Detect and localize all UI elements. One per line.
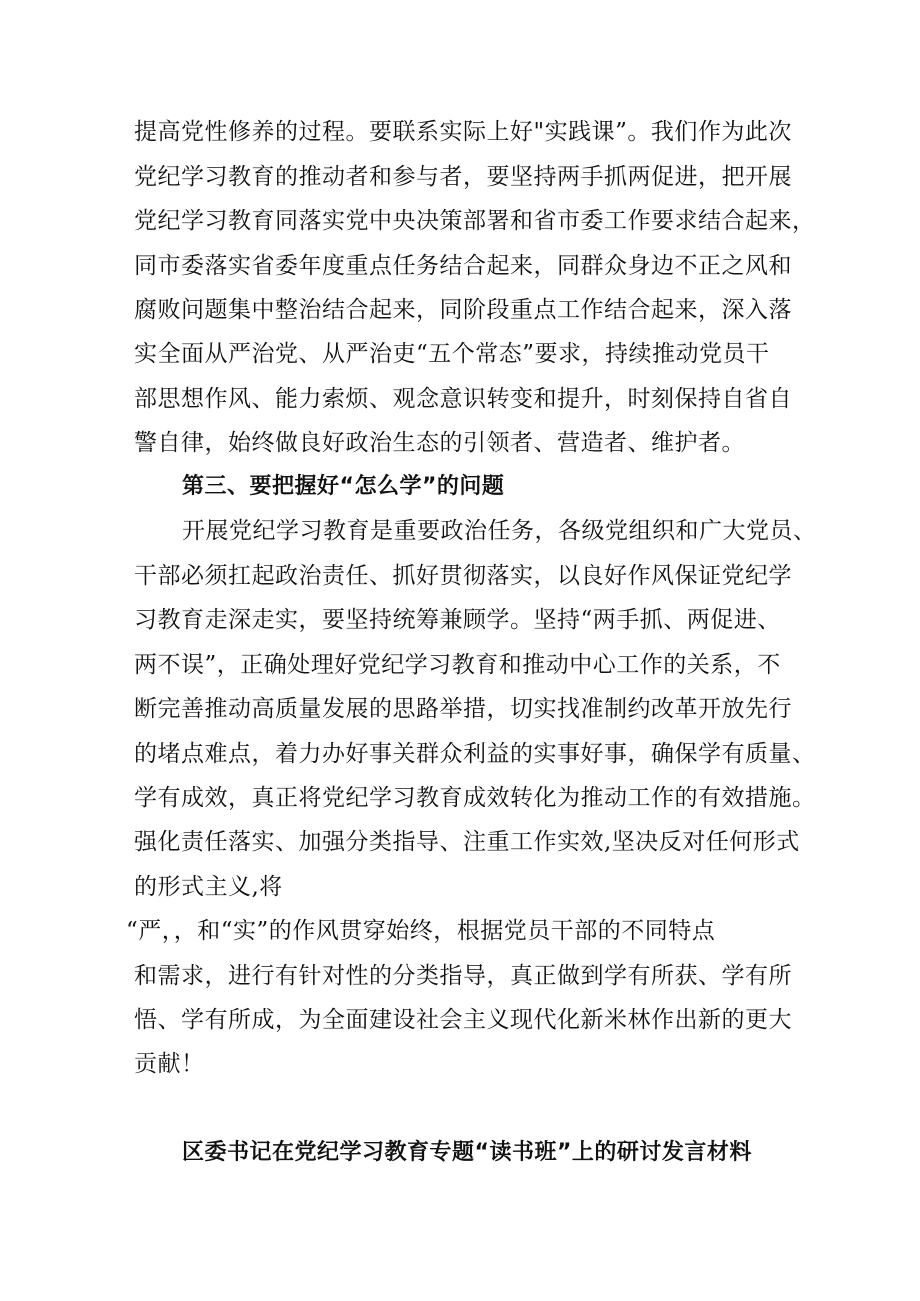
body-line-19: “严，，和“实”的作风贯穿始终，根据党员干部的不同特点	[126, 918, 716, 944]
body-line-14: 断完善推动高质量发展的思路举措，切实找准制约改革开放先行	[134, 696, 792, 722]
body-line-12: 习教育走深走实，要坚持统筹兼顾学。坚持“两手抓、两促进、	[134, 607, 781, 633]
body-line-2: 党纪学习教育的推动者和参与者，要坚持两手抓两促进，把开展	[134, 164, 792, 190]
body-line-15: 的堵点难点，着力办好事关群众利益的实事好事，确保学有质量、	[134, 741, 816, 767]
body-line-8: 警自律，始终做良好政治生态的引领者、营造者、维护者。	[134, 430, 745, 456]
body-line-17: 强化责任落实、加强分类指导、注重工作实效,坚决反对任何形式	[134, 829, 800, 855]
body-line-3: 党纪学习教育同落实党中央决策部署和省市委工作要求结合起来，	[134, 208, 816, 234]
body-line-10: 开展党纪学习教育是重要政治任务，各级党组织和广大党员、	[182, 518, 817, 544]
body-line-18: 的形式主义,将	[134, 874, 283, 900]
body-line-4: 同市委落实省委年度重点任务结合起来，同群众身边不正之风和	[134, 253, 792, 279]
body-line-22: 贡献！	[134, 1051, 205, 1077]
body-line-16: 学有成效，真正将党纪学习教育成效转化为推动工作的有效措施。	[134, 785, 816, 811]
section-heading: 第三、要把握好“怎么学”的问题	[182, 474, 505, 499]
body-line-7: 部思想作风、能力索烦、观念意识转变和提升，时刻保持自省自	[134, 386, 792, 412]
body-line-20: 和需求，进行有针对性的分类指导，真正做到学有所获、学有所	[134, 963, 792, 989]
next-article-title: 区委书记在党纪学习教育专题“读书班”上的研讨发言材料	[182, 1140, 752, 1165]
body-line-21: 悟、学有所成，为全面建设社会主义现代化新米林作出新的更大	[134, 1007, 792, 1033]
body-line-1: 提高党性修养的过程。要联系实际上好"实践课”。我们作为此次	[134, 119, 792, 145]
body-line-5: 腐败问题集中整治结合起来，同阶段重点工作结合起来，深入落	[134, 297, 792, 323]
body-line-11: 干部必须扛起政治责任、抓好贯彻落实，以良好作风保证党纪学	[134, 563, 792, 589]
body-line-13: 两不误”，正确处理好党纪学习教育和推动中心工作的关系，不	[134, 652, 781, 678]
body-line-6: 实全面从严治党、从严治吏“五个常态”要求，持续推动党员干	[134, 341, 770, 367]
